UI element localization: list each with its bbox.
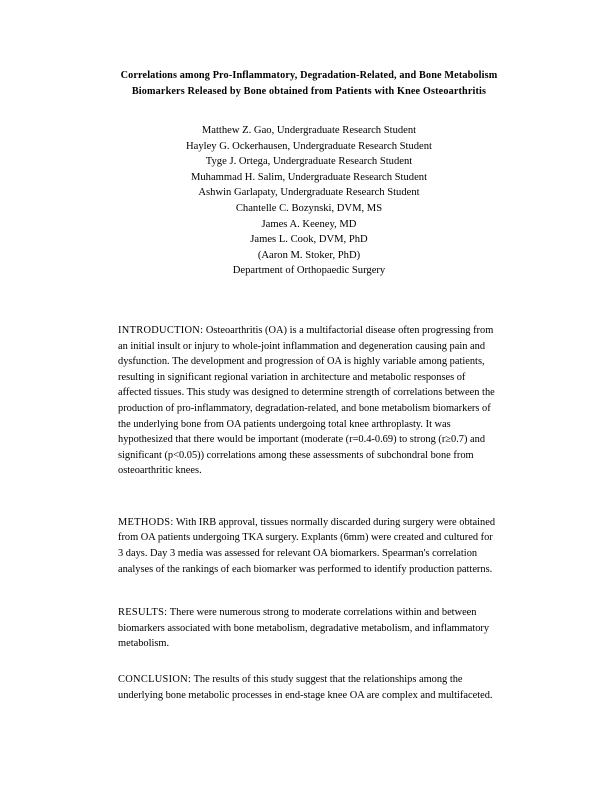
abstract-sections — [118, 323, 500, 703]
document-content — [118, 68, 500, 728]
author-entry: Matthew Z. Gao, Undergraduate Research Student — [201, 125, 417, 136]
section-results — [118, 605, 500, 652]
author-entry: Hayley G. Ockerhausen, Undergraduate Research Student — [185, 140, 433, 152]
author-entry: Ashwin Garlapaty, Undergraduate Research Student — [198, 187, 420, 199]
author-entry: (Aaron M. Stoker, PhD) — [257, 249, 361, 261]
section-introduction — [118, 323, 500, 479]
author-list — [118, 123, 500, 279]
author-entry: Chantelle C. Bozynski, DVM, MS — [235, 202, 383, 214]
author-entry: Muhammad H. Salim, Undergraduate Research Student — [190, 171, 428, 183]
section-conclusion — [118, 672, 500, 703]
section-methods — [118, 515, 500, 577]
title-line-1: Correlations among Pro-Inflammatory, Degradation-Related, and Bone Metabolism — [120, 70, 498, 81]
section-body-results: There were numerous strong to moderate correlations within and between biomarkers associated with bone metabolism, degradative metabolism, and inflammatory metabolism. — [118, 607, 490, 650]
section-body-introduction: Osteoarthritis (OA) is a multifactorial disease often progressing from an initial insult or injury to whole-joint inflammation and degeneration causing pain and dysfunction. The development and progression of OA is highly variable among patients, resulting in significant regional variation in architecture and metabolic responses of affected tissues. This study was designed to determine strength of correlations between the production of pro-inflammatory, degradation-related, and bone metabolism biomarkers of the underlying bone from OA patients undergoing total knee arthroplasty. It was hypothesized that there would be important (moderate (r=0.4-0.69) to strong (r≥0.7) and significant (p<0.05)) correlations among these assessments of subchondral bone from osteoarthritic knees. — [118, 324, 495, 477]
section-body-methods: With IRB approval, tissues normally discarded during surgery were obtained from OA patients undergoing TKA surgery. Explants (6mm) were created and cultured for 3 days. Day 3 media was assessed for relevant OA biomarkers. Spearman's correlation analyses of the rankings of each biomarker was performed to identify production patterns. — [118, 516, 496, 575]
section-label-introduction: INTRODUCTION: — [118, 324, 204, 336]
author-entry: Tyge J. Ortega, Undergraduate Research Student — [205, 156, 413, 168]
section-label-methods: METHODS: — [118, 516, 174, 528]
section-body-conclusion: The results of this study suggest that the relationships among the underlying bone metabolic processes in end-stage knee OA are complex and multifaceted. — [118, 674, 493, 701]
section-label-results: RESULTS: — [118, 607, 168, 619]
author-entry: James L. Cook, DVM, PhD — [250, 234, 368, 246]
department-line: Department of Orthopaedic Surgery — [232, 265, 386, 277]
section-label-conclusion: CONCLUSION: — [118, 674, 192, 686]
title-line-2: Biomarkers Released by Bone obtained from Patients with Knee Osteoarthritis — [131, 85, 487, 97]
author-entry: James A. Keeney, MD — [261, 218, 357, 230]
page-title — [118, 68, 500, 99]
